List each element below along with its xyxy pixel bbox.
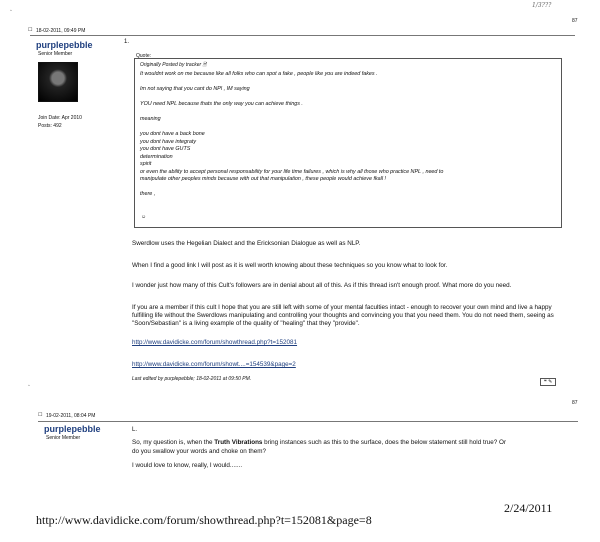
quote-line: you dont have integraty xyxy=(140,138,197,145)
quote-line: determination xyxy=(140,153,173,160)
quote-line xyxy=(140,109,556,117)
quote-line: or even the ability to accept personal responsability for your life time failures , which is why all those who practice NPL , need to xyxy=(140,168,444,175)
post2-checkbox-icon[interactable]: ☐ xyxy=(38,412,43,418)
post1-header-divider xyxy=(30,35,575,36)
post2-timestamp: 19-02-2011, 08:04 PM xyxy=(46,413,96,419)
post1-paragraph: Swerdlow uses the Hegelian Dialect and the Ericksonian Dialogue as well as NLP. xyxy=(132,240,361,247)
post2-line2: do you swallow your words and choke on them? xyxy=(132,448,267,455)
post1-paragraph: When I find a good link I will post as it is well worth knowing about these techniques so you know what to look for. xyxy=(132,262,448,269)
quote-line xyxy=(140,124,556,132)
post1-user-role: Senior Member xyxy=(38,51,73,57)
quote-line: YOU need NPL because thats the only way you can achieve things . xyxy=(140,101,303,107)
post1-paragraph: I wonder just how many of this Cult's followers are in denial about all of this. As if this thread isn't enough proof. What more do you need. xyxy=(132,282,512,289)
post2-line1-bold: Truth Vibrations xyxy=(214,439,263,446)
quote-line xyxy=(140,79,556,87)
post2-header-divider xyxy=(38,421,578,422)
post2-user-role: Senior Member xyxy=(46,435,81,441)
corner-note: 1/3??? xyxy=(532,2,552,9)
quote-body xyxy=(140,71,556,199)
quote-line: you dont have GUTS xyxy=(140,146,191,152)
quote-line xyxy=(140,184,556,192)
quote-line: Im not saying that you cant do NPl , IM saying xyxy=(140,86,250,92)
quote-line: there , xyxy=(140,191,156,197)
thread-link-1[interactable]: http://www.davidicke.com/forum/showthread.php?t=152081 xyxy=(132,339,298,346)
post2-username[interactable]: purplepebble xyxy=(44,424,101,434)
quote-line: you dont have a back bone xyxy=(140,131,205,137)
post-number-mark: 87 xyxy=(572,18,578,24)
quote-label: Quote: xyxy=(136,53,152,59)
post-status-icon: ◦ xyxy=(28,383,30,389)
footer-date: 2/24/2011 xyxy=(504,501,553,515)
quote-line: manipulate other peoples minds because with out that manipulation , these people would achieve fkall ! xyxy=(140,176,387,182)
quote-box xyxy=(134,58,562,228)
quote-reply-button[interactable]: ❝ ✎ xyxy=(540,378,556,386)
footer-url: http://www.davidicke.com/forum/showthread.php?t=152081&page=8 xyxy=(36,513,372,527)
quote-line xyxy=(140,94,556,102)
post2-line1-post: bring instances such as this to the surface, does the below statement still hold true? Or xyxy=(262,439,507,446)
post2-line1 xyxy=(132,439,594,447)
quote-line: meaning xyxy=(140,116,161,122)
post1-number: 1. xyxy=(124,39,130,45)
post1-post-count: Posts: 492 xyxy=(38,123,62,129)
smiley-icon: ☺ xyxy=(141,214,147,220)
thread-link-2[interactable]: http://www.davidicke.com/forum/showt....=154539&page=2 xyxy=(132,361,296,368)
post1-checkbox-icon[interactable]: ☐ xyxy=(28,27,33,33)
post2-line3: I would love to know, really, I would....... xyxy=(132,462,243,469)
quote-line: spirit xyxy=(140,161,152,167)
post1-avatar[interactable] xyxy=(38,62,78,102)
post1-timestamp: 18-02-2011, 09:49 PM xyxy=(36,28,86,34)
post-status-icon: ◦ xyxy=(10,8,12,14)
view-post-icon[interactable]: 🗎 xyxy=(202,62,207,68)
quote-header xyxy=(140,62,207,70)
post2-number-mark: 87 xyxy=(572,400,578,406)
post1-paragraph: If you are a member if this cult I hope that you are still left with some of your mental faculties intact - enough to recover your own mind and live a happy fulfilling life without the Swerdlows manipulating and controlling your thoughts and convincing you that you need them. You do not need them, seeing as "Soon/Sebastian" is a living example of the quality of "healing" that they "provide". xyxy=(132,304,554,327)
quote-line: It wouldnt work on me because like all folks who can spot a fake , people like you are indeed fakes . xyxy=(140,71,378,77)
post1-username[interactable]: purplepebble xyxy=(36,40,93,50)
post2-number: L. xyxy=(132,427,138,433)
post1-join-date: Join Date: Apr 2010 xyxy=(38,115,82,121)
post2-line1-pre: So, my question is, when the xyxy=(132,439,215,446)
quote-header-text: Originally Posted by tracker xyxy=(140,62,202,68)
last-edited-note: Last edited by purplepebble; 18-02-2011 at 09:50 PM. xyxy=(132,376,252,382)
